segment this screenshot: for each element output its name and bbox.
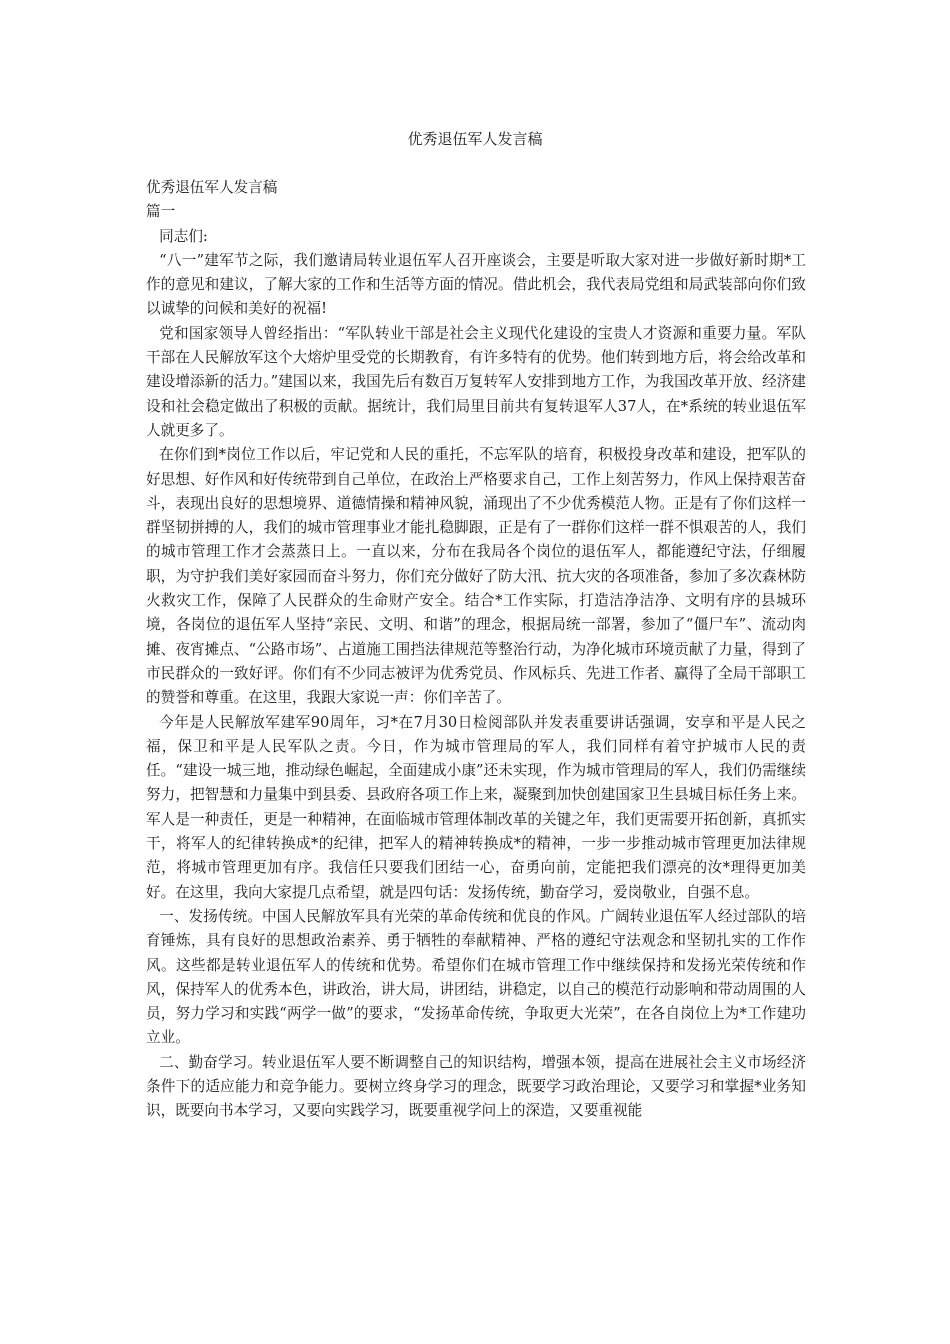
paragraph-leaders-quote: 党和国家领导人曾经指出：“军队转业干部是社会主义现代化建设的宝贵人才资源和重要力量。军队干部在人民解放军这个大熔炉里受党的长期教育，有许多特有的优势。他们转到地方后，将会给改革和建设增添新的活力。”建国以来，我国先后有数百万复转军人安排到地方工作，为我国改革开放、经济建设和社会稳定做出了积极的贡献。据统计，我们局里目前共有复转退军人37人，在*系统的转业退伍军人就更多了。 [146,324,806,439]
paragraph-anniversary: 今年是人民解放军建军90周年，习*在7月30日检阅部队并发表重要讲话强调，安享和平是人民之福，保卫和平是人民军队之责。今日，作为城市管理局的军人，我们同样有着守护城市人民的责任。“建设一城三地，推动绿色崛起，全面建成小康”还未实现，作为城市管理局的军人，我们仍需继续努力，把智慧和力量集中到县委、县政府各项工作上来，凝聚到加快创建国家卫生县城目标任务上来。军人是一种责任，更是一种精神，在面临城市管理体制改革的关键之年，我们更需要开拓创新，真抓实干，将军人的纪律转换成*的纪律，把军人的精神转换成*的精神，一步一步推动城市管理更加法律规范，将城市管理更加有序。我信任只要我们团结一心，奋勇向前，定能把我们漂亮的汝*理得更加美好。在这里，我向大家提几点希望，就是四句话：发扬传统，勤奋学习，爱岗敬业，自强不息。 [146,713,806,901]
paragraph-study: 二、勤奋学习。转业退伍军人要不断调整自己的知识结构，增强本领，提高在进展社会主义市场经济条件下的适应能力和竞争能力。要树立终身学习的理念，既要学习政治理论，又要学习和掌握*业务知识，既要向书本学习，又要向实践学习，既要重视学问上的深造，又要重视能 [146,1053,806,1120]
paragraph-achievements: 在你们到*岗位工作以后，牢记党和人民的重托，不忘军队的培育，积极投身改革和建设，把军队的好思想、好作风和好传统带到自己单位，在政治上严格要求自己，工作上刻苦努力，作风上保持艰苦奋斗，表现出良好的思想境界、道德情操和精神风貌，涌现出了不少优秀模范人物。正是有了你们这样一群坚韧拼搏的人，我们的城市管理事业才能扎稳脚跟，正是有了一群你们这样一群不惧艰苦的人，我们的城市管理工作才会蒸蒸日上。一直以来，分布在我局各个岗位的退伍军人，都能遵纪守法，仔细履职，为守护我们美好家园而奋斗努力，你们充分做好了防大汛、抗大灾的各项准备，参加了多次森林防火救灾工作，保障了人民群众的生命财产安全。结合*工作实际，打造洁净洁净、文明有序的县城环境，各岗位的退伍军人坚持“亲民、文明、和谐”的理念，根据局统一部署，参加了“僵尸车”、流动肉摊、夜宵摊点、“公路市场”、占道施工围挡法律规范等整治行动，为净化城市环境贡献了力量，得到了市民群众的一致好评。你们有不少同志被评为优秀党员、作风标兵、先进工作者、赢得了全局干部职工的赞誉和尊重。在这里，我跟大家说一声：你们辛苦了。 [146,446,806,707]
paragraph-tradition: 一、发扬传统。中国人民解放军具有光荣的革命传统和优良的作风。广阔转业退伍军人经过部队的培育锤炼，具有良好的思想政治素养、勇于牺牲的奉献精神、严格的遵纪守法观念和坚韧扎实的工作作风。这些都是转业退伍军人的传统和优势。希望你们在城市管理工作中继续保持和发扬光荣传统和作风，保持军人的优秀本色，讲政治，讲大局，讲团结，讲稳定，以自己的模范行动影响和带动周围的人员，努力学习和实践“两学一做”的要求，“发扬革命传统，争取更大光荣”，在各自岗位上为*工作建功立业。 [146,907,806,1047]
section-label: 篇一 [146,203,176,221]
paragraph-intro: “八一”建军节之际，我们邀请局转业退伍军人召开座谈会，主要是听取大家对进一步做好新时期*工作的意见和建议，了解大家的工作和生活等方面的情况。借此机会，我代表局党组和局武装部向你们致以诚挚的问候和美好的祝福! [146,251,806,318]
document-heading: 优秀退伍军人发言稿 [146,179,278,196]
document-title: 优秀退伍军人发言稿 [407,130,543,148]
document-body [146,176,806,1124]
greeting: 同志们: [159,227,208,245]
